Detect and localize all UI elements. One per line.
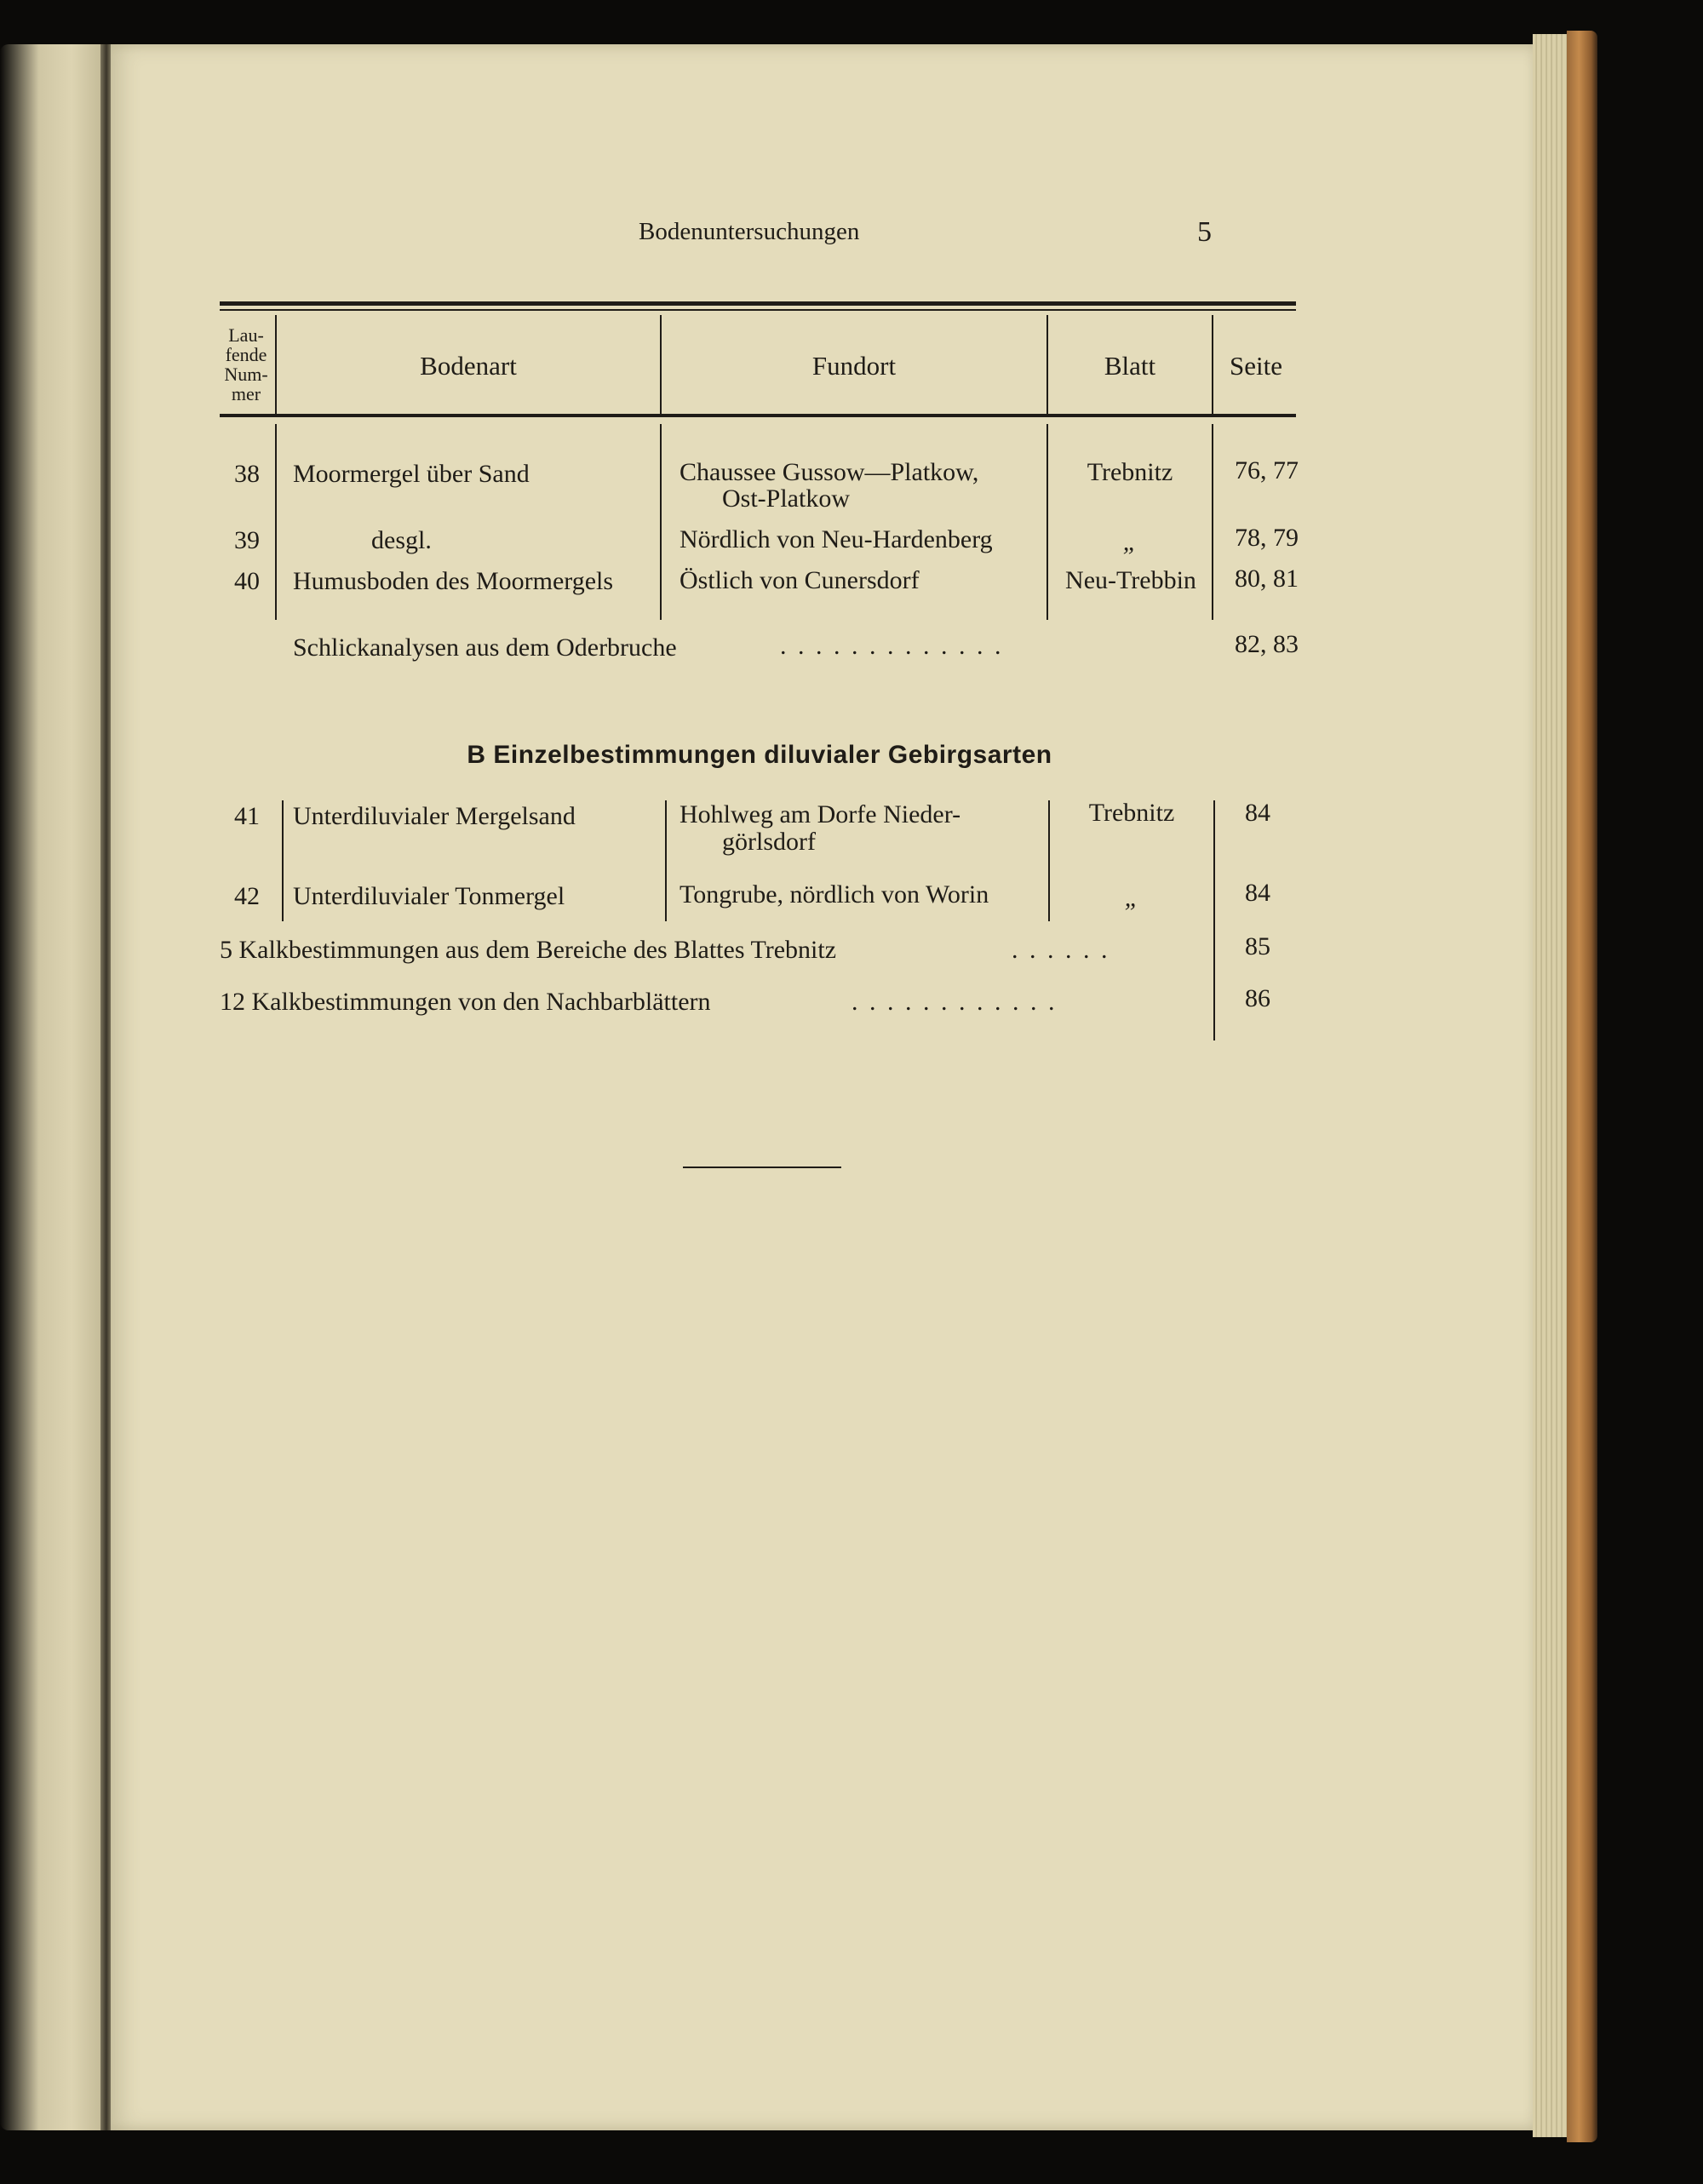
row-41-fundort-line2: görlsdorf [722, 828, 816, 856]
running-title: Bodenuntersuchungen [639, 218, 860, 245]
column-header-blatt: Blatt [1104, 351, 1156, 381]
row-41-bodenart: Unterdiluvialer Mergelsand [293, 802, 576, 830]
row-41-blatt: Trebnitz [1088, 799, 1175, 827]
summary-kalk-trebnitz-seite: 85 [1245, 932, 1270, 960]
table-top-rule-thin [220, 309, 1296, 311]
summary-kalk-nachbar-dots: . . . . . . . . . . . . [852, 988, 1058, 1016]
row-39-blatt-ditto: „ [1122, 528, 1138, 556]
row-39-nummer: 39 [234, 526, 260, 554]
row-39-bodenart: desgl. [371, 526, 432, 554]
row-38-nummer: 38 [234, 460, 260, 488]
body-divider-1 [275, 424, 277, 620]
row-39-seite: 78, 79 [1235, 524, 1299, 552]
column-header-fundort: Fundort [811, 351, 897, 381]
column-header-seite: Seite [1230, 351, 1282, 381]
summary-kalk-trebnitz-dots: . . . . . . [1012, 936, 1110, 964]
row-39-fundort: Nördlich von Neu-Hardenberg [679, 525, 993, 553]
schlick-seite: 82, 83 [1235, 630, 1299, 658]
section-b-divider-2 [665, 800, 667, 921]
column-header-bodenart: Bodenart [420, 351, 517, 381]
page-number: 5 [1197, 216, 1212, 248]
row-40-fundort: Östlich von Cunersdorf [679, 566, 920, 594]
row-42-blatt-ditto: „ [1124, 884, 1139, 912]
column-header-nummer: Lau-fende Num-mer [224, 324, 268, 404]
row-38-bodenart: Moormergel über Sand [293, 460, 530, 488]
row-40-seite: 80, 81 [1235, 565, 1299, 593]
row-38-blatt: Trebnitz [1087, 458, 1173, 486]
row-40-blatt: Neu-Trebbin [1065, 566, 1196, 594]
section-b-divider-1 [282, 800, 284, 921]
table-top-rule [220, 301, 1296, 306]
summary-kalk-nachbar-seite: 86 [1245, 984, 1270, 1012]
row-42-nummer: 42 [234, 882, 260, 910]
schlick-dots: . . . . . . . . . . . . . [780, 632, 1004, 660]
row-38-fundort-line2: Ost-Platkow [722, 484, 850, 513]
body-divider-2 [660, 424, 662, 620]
table-header-rule [220, 414, 1296, 417]
schlick-text: Schlickanalysen aus dem Oderbruche [293, 633, 677, 662]
row-41-fundort-line1: Hohlweg am Dorfe Nieder- [679, 800, 961, 828]
row-42-fundort: Tongrube, nördlich von Worin [679, 880, 989, 909]
row-40-bodenart: Humusboden des Moormergels [293, 567, 614, 595]
left-page-edge [0, 44, 102, 2130]
row-41-seite: 84 [1245, 799, 1270, 827]
closing-rule [683, 1167, 841, 1168]
row-38-fundort-line1: Chaussee Gussow—Platkow, [679, 458, 979, 486]
row-41-nummer: 41 [234, 802, 260, 830]
section-b-heading: B Einzelbestimmungen diluvialer Gebirgsarten [467, 741, 1052, 769]
summary-kalk-nachbar: 12 Kalkbestimmungen von den Nachbarblättern [220, 988, 711, 1016]
row-42-seite: 84 [1245, 879, 1270, 907]
row-38-seite: 76, 77 [1235, 456, 1299, 484]
book-cover-edge [1567, 31, 1597, 2142]
row-40-nummer: 40 [234, 567, 260, 595]
summary-kalk-trebnitz: 5 Kalkbestimmungen aus dem Bereiche des Blattes Trebnitz [220, 936, 837, 964]
row-42-bodenart: Unterdiluvialer Tonmergel [293, 882, 565, 910]
